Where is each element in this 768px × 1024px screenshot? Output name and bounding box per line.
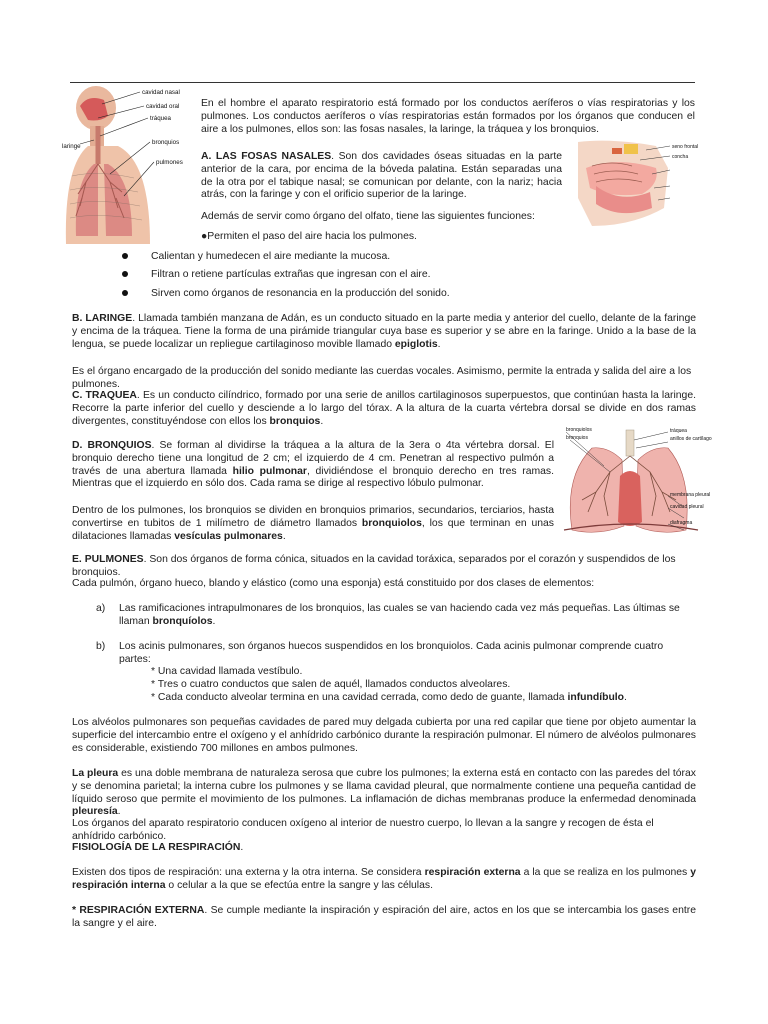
list-item-b: Los acinis pulmonares, son órganos huecos suspendidos en los bronquiolos. Cada acinis pulmonar comprende cuatro partes: <box>119 641 664 665</box>
bullet-icon: ● <box>201 231 208 242</box>
list-item-a-text: Las ramificaciones intrapulmonares de los bronquios, las cuales se van haciendo cada vez más pequeñas. Las últimas se llaman <box>119 603 680 627</box>
label-bronquios: bronquios <box>152 139 180 146</box>
label-traquea-lung: tráquea <box>670 428 687 434</box>
pleura-term: La pleura <box>72 768 119 779</box>
traquea-end: . <box>320 415 324 427</box>
bronquiolos-term: bronquiolos <box>361 517 422 529</box>
bronquios-text-2: , dividiéndose el bronquio derecho en tres ramas. Mientras que el izquierdo en sólo dos. Cada rama se dirige al respectivo lóbulo pulmonar. <box>72 465 554 490</box>
funcion-item-4: Sirven como órganos de resonancia en la producción del sonido. <box>151 288 450 299</box>
funcion-text-1: Permiten el paso del aire hacia los pulmones. <box>207 231 417 242</box>
traquea-heading: C. TRAQUEA <box>72 390 137 401</box>
laringe-paragraph-2: Es el órgano encargado de la producción del sonido mediante las cuerdas vocales. Asimismo, permite la entrada y salida del aire a los pulmones. <box>72 366 692 390</box>
label-cavidad-nasal: cavidad nasal <box>142 89 180 96</box>
alveolos-paragraph: Los alvéolos pulmonares son pequeñas cavidades de pared muy delgada cubierta por una red capilar que tiene por objeto aumentar la superficie del intercambio entre el oxígeno y el anhídrido carbónico durante la respiración pulmonar. El número de alvéolos pulmonares es considerable, existiendo 700 millones en ambos pulmones. <box>72 717 696 754</box>
sub-item-2: * Tres o cuatro conductos que salen de aquél, llamados conductos alveolares. <box>151 679 511 690</box>
bronquios-p2-text-1: Dentro de los pulmones, los bronquios se dividen en bronquios primarios, secundarios, terciarios, hasta convertirse en tubitos de 1 milímetro de diámetro llamados <box>72 505 554 529</box>
traquea-text: . Es un conducto cilíndrico, formado por una serie de anillos cartilaginosos superpuestos, que continúan hasta la laringe. Recorre la parte inferior del cuello y desciende a lo largo del tórax. A la altura de la cuarta vértebra dorsal se divide en dos ramas divergentes, constituyéndose con ellos los <box>72 390 696 427</box>
pulmones-heading: E. PULMONES <box>72 554 144 565</box>
respiracion-interna-term: y respiración interna <box>72 867 696 891</box>
laringe-end: . <box>437 338 441 350</box>
fosas-heading: A. LAS FOSAS NASALES <box>201 151 332 162</box>
fisiologia-text-2: a la que se realiza en los pulmones <box>520 867 691 878</box>
laringe-text: . Llamada también manzana de Adán, es un conducto situado en la parte media y anterior del cuello, delante de la faringe y encima de la tráquea. Tiene la forma de una pirámide triangular cuya base es superior y se abre en la faringe. Unido a la base de la lengua, se puede localizar un repliegue cartilaginoso movible llamado <box>72 313 696 350</box>
pulmones-paragraph <box>72 554 696 580</box>
label-seno-frontal: seno frontal <box>672 144 699 150</box>
sub-item-1: * Una cavidad llamada vestíbulo. <box>151 666 303 677</box>
list-item-a-end: . <box>212 615 216 627</box>
sub-item-3-end: . <box>624 692 627 703</box>
label-membrana-pleural: membrana pleural <box>670 492 711 498</box>
label-bronquiolos: bronquiolos <box>566 427 592 433</box>
label-pulmones: pulmones <box>156 159 183 166</box>
bullet-icon <box>122 253 128 259</box>
list-marker-a: a) <box>96 603 106 614</box>
intro-text-2: y <box>672 98 678 109</box>
vesiculas-term: vesículas pulmonares <box>174 530 283 542</box>
organos-paragraph: Los órganos del aparato respiratorio conducen oxígeno al interior de nuestro cuerpo, lo llevan a la sangre y recogen de ésta el anhídrido carbónico. <box>72 818 654 842</box>
funcion-item-2: Calientan y humedecen el aire mediante la mucosa. <box>151 251 391 262</box>
label-cavidad-pleural: cavidad pleural <box>670 504 704 510</box>
funcion-item-1 <box>201 231 561 244</box>
pulmones-paragraph-2: Cada pulmón, órgano hueco, blando y elástico (como una esponja) está constituido por dos clases de elementos: <box>72 578 595 589</box>
pleura-paragraph <box>72 768 696 819</box>
bronquios-paragraph-2 <box>72 505 554 543</box>
funcion-item-3: Filtran o retiene partículas extrañas que ingresan con el aire. <box>151 269 431 280</box>
pleuresia-term: pleuresía <box>72 806 118 818</box>
fisiologia-text-1: Existen dos tipos de respiración: una externa y la otra interna. Se considera <box>72 867 425 878</box>
fisiologia-text-3: o celular a la que se efectúa entre la sangre y las células. <box>165 879 433 891</box>
pleura-end: . <box>117 806 121 818</box>
label-concha: concha <box>672 154 689 160</box>
bronquios-heading: D. BRONQUIOS <box>72 440 152 451</box>
nasal-cavity-figure <box>572 138 699 230</box>
laringe-paragraph <box>72 313 696 351</box>
fosas-funciones-intro: Además de servir como órgano del olfato, tiene las siguientes funciones: <box>201 211 535 222</box>
intro-text-1: En el hombre el aparato respiratorio está formado por los conductos aeríferos o vías respiratorias <box>201 98 673 109</box>
respiracion-externa-paragraph <box>72 905 696 931</box>
pleura-text: es una doble membrana de naturaleza serosa que cubre los pulmones; la externa está en contacto con las paredes del tórax y se denomina parietal; la interna cubre los pulmones y se llama cavidad pleural, que normalmente contiene una pequeña cantidad de líquido seroso que permite el movimiento de los pulmones. La inflamación de dichas membranas produce la enfermedad denominada <box>72 768 696 805</box>
fisiologia-heading-end: . <box>240 842 244 853</box>
fosas-paragraph <box>201 151 562 202</box>
traquea-paragraph <box>72 390 696 428</box>
label-cavidad-oral: cavidad oral <box>146 103 180 110</box>
bullet-icon <box>122 271 128 277</box>
label-bronquios-lung: bronquios <box>566 435 588 441</box>
top-rule <box>70 82 695 83</box>
fisiologia-heading <box>72 842 696 855</box>
sub-item-3-text: * Cada conducto alveolar termina en una cavidad cerrada, como dedo de guante, llamada <box>151 692 568 703</box>
label-anillos: anillos de cartílago <box>670 436 712 442</box>
pulmones-text: . Son dos órganos de forma cónica, situados en la cavidad toráxica, separados por el corazón y suspendidos de los bronquios. <box>72 554 676 578</box>
intro-text-3: los pulmones. Los conductos aeríferos o vías respiratorias están formados por los órganos que conducen el aire a los pulmones, ellos son: las fosas nasales, la laringe, la tráquea y los bronquios. <box>201 98 695 135</box>
bullet-icon <box>122 290 128 296</box>
bronquios-paragraph <box>72 440 554 491</box>
sub-item-3 <box>151 692 691 705</box>
label-traquea: tráquea <box>150 115 171 122</box>
intro-paragraph <box>201 98 695 136</box>
bronquiolos-term-2: bronquíolos <box>152 615 213 627</box>
respiratory-system-figure <box>58 86 198 244</box>
respiracion-externa-term: respiración externa <box>424 867 521 878</box>
infundibulo-term: infundíbulo <box>567 692 625 703</box>
laringe-heading: B. LARINGE <box>72 313 133 324</box>
bronquios-p2-end: . <box>282 530 286 542</box>
list-marker-b: b) <box>96 641 106 652</box>
label-diafragma: diafragma <box>670 520 693 526</box>
fisiologia-heading-text: FISIOLOGÍA DE LA RESPIRACIÓN <box>72 842 241 853</box>
label-laringe: laringe <box>62 143 81 150</box>
bronquios-term: bronquios <box>269 415 321 427</box>
bronquios-text-1: . Se forman al dividirse la tráquea a la altura de la 3era o 4ta vértebra dorsal. El bronquio derecho tiene una longitud de 2 cm; el izquierdo de 4 cm. Penetran al respectivo pulmón a través de una abertura llamada <box>72 440 554 477</box>
list-item-a <box>119 603 694 629</box>
hilio-pulmonar-term: hilio pulmonar <box>232 465 307 477</box>
respiracion-externa-text: . Se cumple mediante la inspiración y espiración del aire, actos en los que se intercambia los gases entre la sangre y el aire. <box>72 905 696 929</box>
fosas-text: . Son dos cavidades óseas situadas en la parte anterior de la cara, por encima de la bóveda palatina. Están separadas una de la otra por el tabique nasal; se comunican por delante, con la nariz; hacia atrás, con la faringe y con el orificio superior de la laringe. <box>201 151 562 201</box>
epiglotis-term: epiglotis <box>394 338 438 350</box>
respiracion-externa-heading: * RESPIRACIÓN EXTERNA <box>72 905 205 916</box>
lungs-figure <box>564 426 712 536</box>
fisiologia-paragraph <box>72 867 696 893</box>
bronquios-p2-text-2: , los que terminan en unas dilataciones llamadas <box>72 517 554 542</box>
